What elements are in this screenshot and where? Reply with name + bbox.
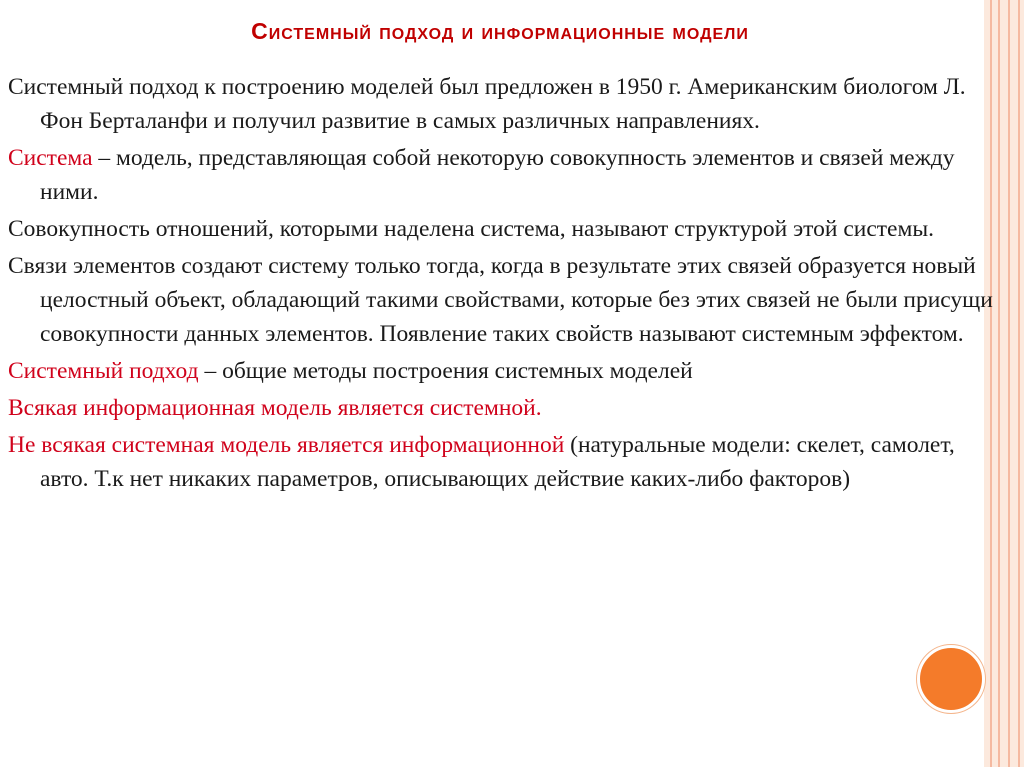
- highlighted-text: Системный подход: [8, 358, 199, 384]
- highlighted-text: Всякая информационная модель является системной.: [8, 395, 542, 421]
- paragraph: [8, 70, 998, 138]
- decorative-circle: [917, 645, 985, 713]
- paragraph: [8, 141, 998, 209]
- paragraph-text: Системный подход к построению моделей был предложен в 1950 г. Американским биологом Л. Фон Берталанфи и получил развитие в самых различных направлениях.: [8, 74, 966, 134]
- paragraph: [8, 354, 998, 388]
- paragraph-text: (натуральные модели: скелет, самолет, авто. Т.к нет никаких параметров, описывающих действие каких-либо факторов): [40, 432, 955, 492]
- paragraph-text: Совокупность отношений, которыми наделена система, называют структурой этой системы.: [8, 216, 935, 242]
- paragraph-text: Связи элементов создают систему только тогда, когда в результате этих связей образуется новый целостный объект, обладающий такими свойствами, которые без этих связей не были присущи совокупности данных элементов. Появление таких свойств называют системным эффектом.: [8, 253, 993, 347]
- highlighted-text: Система: [8, 145, 93, 171]
- paragraph: [8, 249, 998, 351]
- paragraph: [8, 212, 998, 246]
- stripe-line: [1008, 0, 1010, 767]
- slide-content: [8, 70, 998, 499]
- paragraph-text: – модель, представляющая собой некоторую совокупность элементов и связей между ними.: [40, 145, 955, 205]
- stripe-line: [998, 0, 1000, 767]
- paragraph: [8, 428, 998, 496]
- highlighted-text: Не всякая системная модель является информационной: [8, 432, 565, 458]
- paragraph-text: – общие методы построения системных моделей: [198, 358, 693, 384]
- stripe-line: [1018, 0, 1020, 767]
- paragraph: [8, 391, 998, 425]
- slide-title: Системный подход и информационные модели: [251, 18, 749, 44]
